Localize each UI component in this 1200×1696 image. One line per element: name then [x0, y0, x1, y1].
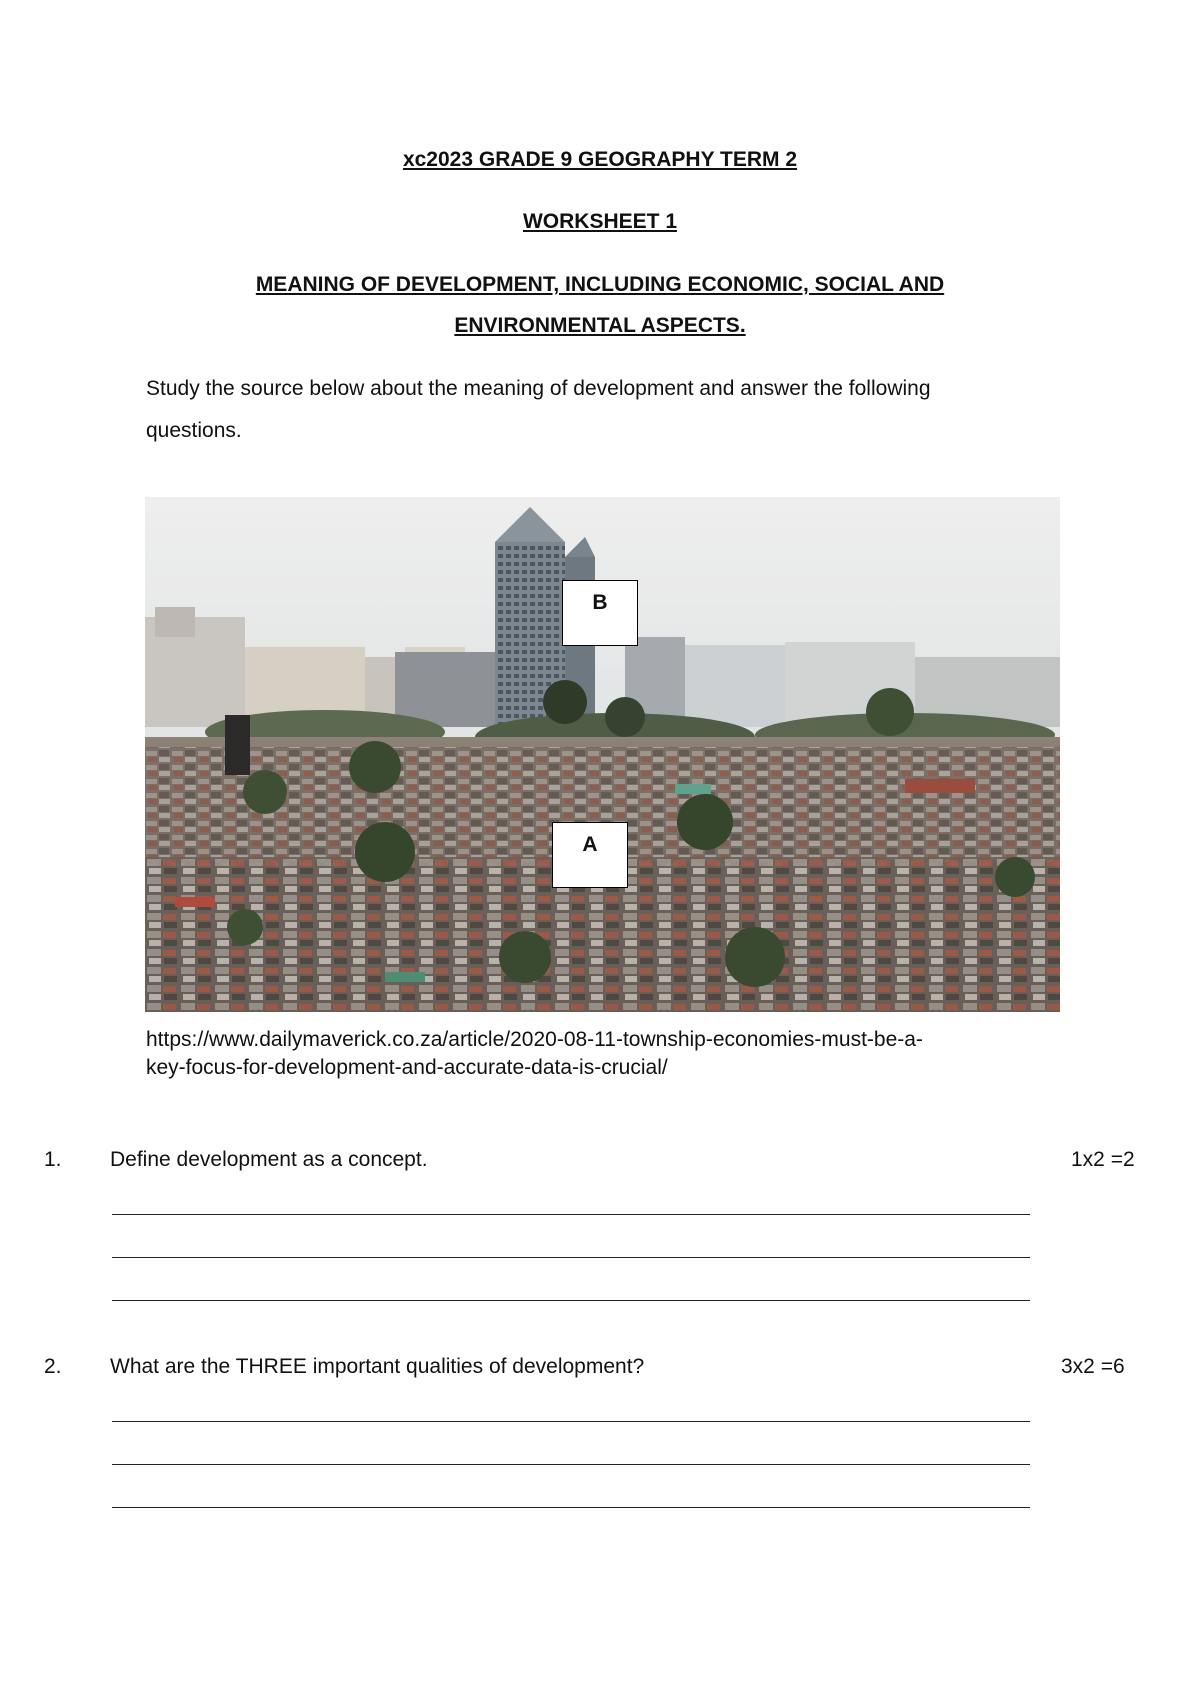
label-a: A: [552, 822, 628, 888]
answer-line[interactable]: [112, 1464, 1030, 1465]
answer-line[interactable]: [112, 1257, 1030, 1258]
topic-heading-line-1: MEANING OF DEVELOPMENT, INCLUDING ECONOMIC, SOCIAL AND: [255, 273, 945, 296]
answer-line[interactable]: [112, 1421, 1030, 1422]
answer-line[interactable]: [112, 1214, 1030, 1215]
question-2-marks: 3x2 =6: [1061, 1355, 1125, 1378]
answer-line[interactable]: [112, 1507, 1030, 1508]
label-b: B: [562, 580, 638, 646]
question-1-marks: 1x2 =2: [1071, 1148, 1135, 1171]
source-url-line-1: https://www.dailymaverick.co.za/article/2020-08-11-township-economies-must-be-a-: [146, 1028, 923, 1051]
worksheet-heading: WORKSHEET 1: [522, 210, 677, 233]
source-url-line-2: key-focus-for-development-and-accurate-data-is-crucial/: [146, 1056, 668, 1079]
page-title: xc2023 GRADE 9 GEOGRAPHY TERM 2: [402, 148, 798, 171]
question-1-number: 1.: [44, 1148, 62, 1171]
intro-line-2: questions.: [146, 419, 242, 442]
question-2-number: 2.: [44, 1355, 62, 1378]
intro-instructions: [146, 368, 1076, 452]
answer-line[interactable]: [112, 1300, 1030, 1301]
source-photo: [145, 497, 1060, 1012]
township-cityscape-illustration: [145, 497, 1060, 1012]
question-1-text: Define development as a concept.: [110, 1148, 428, 1171]
topic-heading-line-2: ENVIRONMENTAL ASPECTS.: [454, 314, 746, 337]
question-2-text: What are the THREE important qualities of development?: [110, 1355, 645, 1378]
intro-line-1: Study the source below about the meaning of development and answer the following: [146, 377, 931, 400]
source-citation: [146, 1026, 1066, 1082]
